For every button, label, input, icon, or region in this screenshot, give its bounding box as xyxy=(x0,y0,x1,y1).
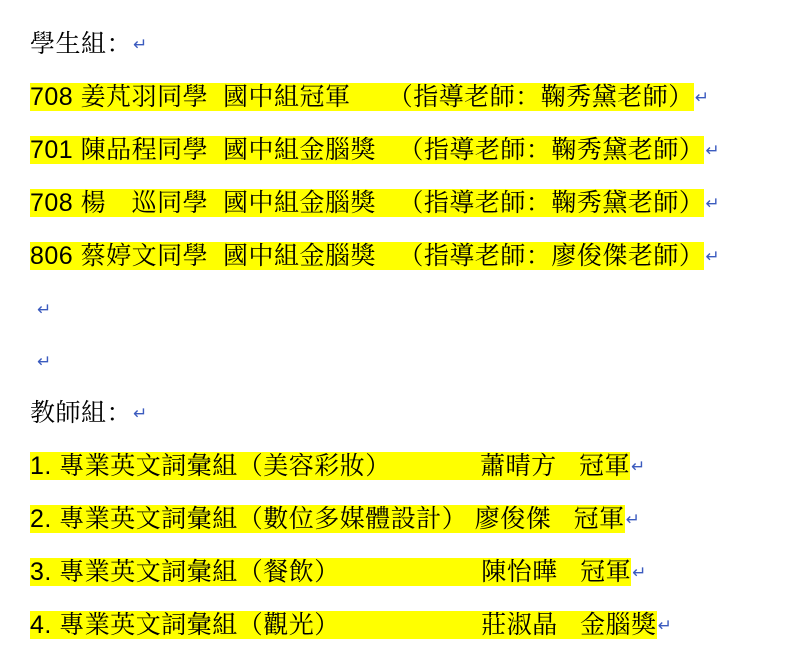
pilcrow-icon: ↵ xyxy=(133,404,148,423)
pilcrow-icon: ↵ xyxy=(133,35,148,54)
section-heading-teachers xyxy=(30,387,776,440)
teacher-line-4-text: 4. 專業英文詞彙組（觀光） 莊淑晶 金腦獎 xyxy=(30,611,657,639)
teacher-line-2 xyxy=(30,493,776,546)
pilcrow-icon: ↵ xyxy=(630,457,646,476)
pilcrow-icon: ↵ xyxy=(705,194,721,213)
blank-line-1 xyxy=(30,283,776,335)
student-line-4 xyxy=(30,230,776,283)
pilcrow-icon: ↵ xyxy=(657,616,673,635)
section-heading-students xyxy=(30,18,776,71)
teacher-line-3-text: 3. 專業英文詞彙組（餐飲） 陳怡曄 冠軍 xyxy=(30,558,632,586)
student-line-3 xyxy=(30,177,776,230)
section-heading-teachers-text: 教師組： xyxy=(30,399,133,427)
student-line-2-text: 701 陳品程同學 國中組金腦獎 （指導老師：鞠秀黛老師） xyxy=(30,136,705,164)
section-heading-students-text: 學生組： xyxy=(30,30,133,58)
teacher-line-4 xyxy=(30,599,776,652)
pilcrow-icon: ↵ xyxy=(632,563,647,582)
pilcrow-icon: ↵ xyxy=(705,247,721,266)
pilcrow-icon: ↵ xyxy=(694,88,710,107)
student-line-4-text: 806 蔡婷文同學 國中組金腦獎 （指導老師：廖俊傑老師） xyxy=(30,242,705,270)
pilcrow-icon: ↵ xyxy=(37,300,52,319)
teacher-line-1 xyxy=(30,440,776,493)
pilcrow-icon: ↵ xyxy=(705,141,721,160)
student-line-2 xyxy=(30,124,776,177)
pilcrow-icon: ↵ xyxy=(625,510,641,529)
teacher-line-1-text: 1. 專業英文詞彙組（美容彩妝） 蕭晴方 冠軍 xyxy=(30,452,630,480)
pilcrow-icon: ↵ xyxy=(37,352,52,371)
teacher-line-2-text: 2. 專業英文詞彙組（數位多媒體設計） 廖俊傑 冠軍 xyxy=(30,505,625,533)
blank-line-2 xyxy=(30,335,776,387)
teacher-line-3 xyxy=(30,546,776,599)
student-line-1 xyxy=(30,71,776,124)
student-line-1-text: 708 姜芃羽同學 國中組冠軍 （指導老師：鞠秀黛老師） xyxy=(30,83,694,111)
student-line-3-text: 708 楊 巡同學 國中組金腦獎 （指導老師：鞠秀黛老師） xyxy=(30,189,705,217)
